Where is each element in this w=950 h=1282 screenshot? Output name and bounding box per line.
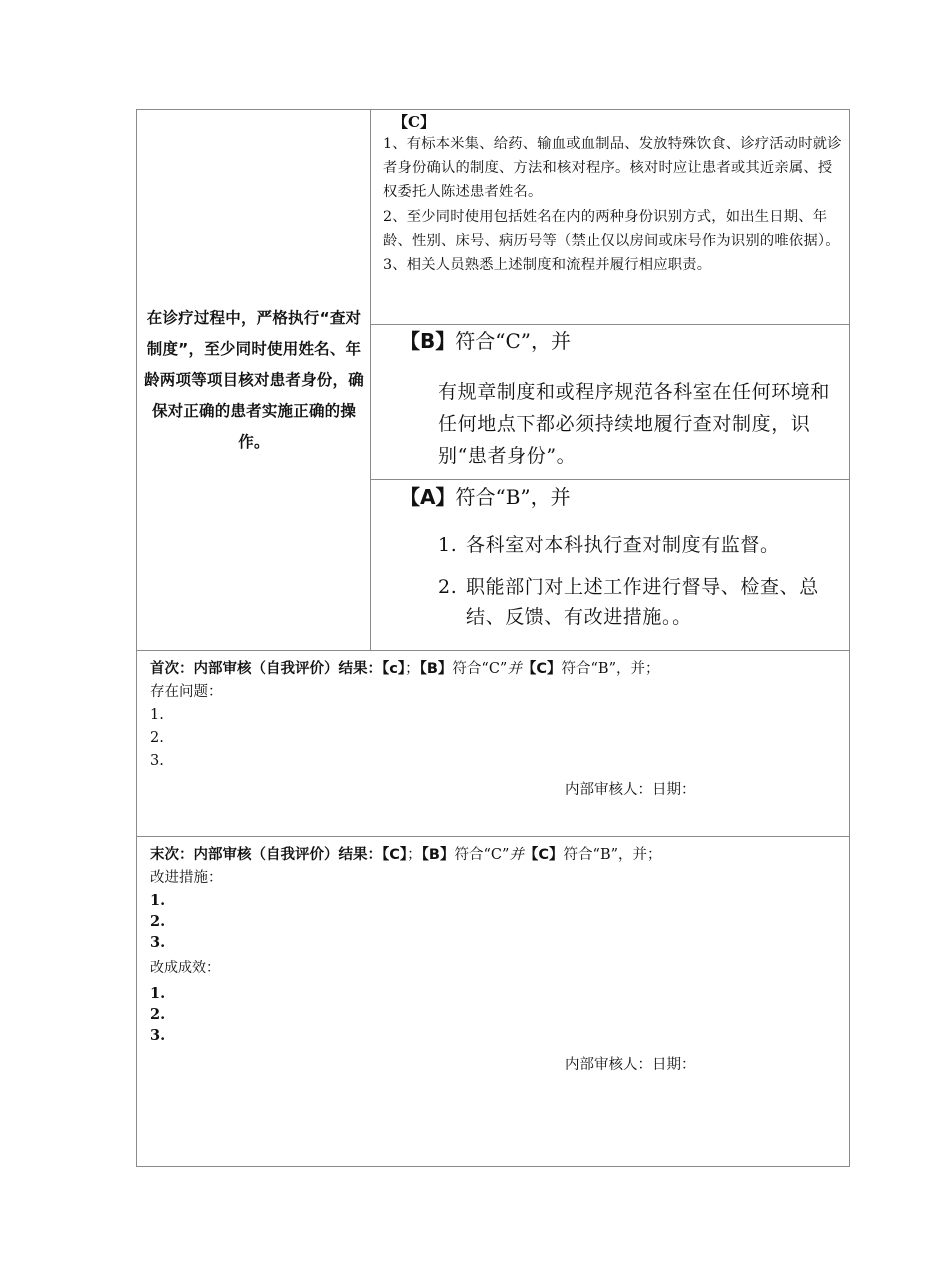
grade-a-heading bbox=[400, 482, 844, 512]
first-review-text: 符合“B”，并； bbox=[561, 661, 660, 677]
separator: ； bbox=[405, 661, 420, 677]
list-item-number: 1. bbox=[438, 534, 458, 556]
table-border-bottom bbox=[136, 1166, 850, 1167]
final-review-section bbox=[150, 844, 840, 1046]
list-item bbox=[438, 572, 844, 632]
final-review-text: 符合“B”，并； bbox=[563, 847, 662, 863]
result-item: 2. bbox=[150, 1006, 166, 1023]
measure-item: 3. bbox=[150, 934, 166, 951]
grade-c-cell bbox=[383, 112, 845, 277]
grade-c-heading: 【C】 bbox=[393, 113, 435, 131]
first-review-section bbox=[150, 658, 840, 773]
grade-b-bracket: 【B】 bbox=[400, 329, 456, 353]
grade-b-cell bbox=[400, 326, 844, 472]
first-review-grade-b: 【B】 bbox=[419, 661, 453, 677]
first-review-grade-a: 【C】 bbox=[521, 661, 562, 677]
issue-item: 3. bbox=[150, 753, 164, 769]
grade-b-heading bbox=[400, 326, 844, 356]
first-review-grade-c: 【c】 bbox=[382, 661, 406, 677]
standard-description-cell bbox=[137, 110, 371, 650]
final-review-label: 末次：内部审核（自我评价）结果： bbox=[150, 847, 382, 863]
result-item: 3. bbox=[150, 1027, 166, 1044]
final-review-grade-b: 【B】 bbox=[421, 847, 455, 863]
row-divider-c-b bbox=[370, 324, 850, 325]
results-label: 改成成效： bbox=[150, 960, 220, 976]
first-review-result-line bbox=[150, 658, 840, 681]
first-review-label: 首次：内部审核（自我评价）结果： bbox=[150, 661, 382, 677]
measure-item: 1. bbox=[150, 892, 166, 909]
grade-c-item: 1、有标本米集、给药、输血或血制品、发放特殊饮食、诊疗活动时就诊者身份确认的制度、方法和核对程序。核对时应让患者或其近亲属、授权委托人陈述患者姓名。 bbox=[383, 136, 842, 201]
list-item bbox=[438, 530, 844, 560]
final-review-signature: 内部审核人：日期： bbox=[565, 1057, 696, 1073]
final-review-text: 并 bbox=[509, 847, 524, 863]
result-item: 1. bbox=[150, 985, 166, 1002]
first-review-text: 并 bbox=[507, 661, 522, 677]
grade-b-heading-text: 符合“C”，并 bbox=[455, 329, 572, 353]
issues-label: 存在问题： bbox=[150, 684, 223, 700]
final-review-result-line bbox=[150, 844, 840, 867]
final-review-grade-a: 【C】 bbox=[523, 847, 564, 863]
list-item-number: 2. bbox=[438, 576, 458, 598]
issue-item: 2. bbox=[150, 730, 164, 746]
grade-a-cell bbox=[400, 482, 844, 644]
row-divider-standards-first bbox=[136, 650, 850, 651]
row-divider-first-final bbox=[136, 836, 850, 837]
final-review-text: 符合“C” bbox=[454, 847, 510, 863]
grade-b-body: 有规章制度和或程序规范各科室在任何环境和任何地点下都必须持续地履行查对制度，识别“患者身份”。 bbox=[438, 381, 831, 467]
first-review-text: 符合“C” bbox=[452, 661, 508, 677]
first-review-signature: 内部审核人：日期： bbox=[565, 782, 696, 798]
list-item-text: 职能部门对上述工作进行督导、检查、总结、反馈、有改进措施。。 bbox=[466, 576, 819, 628]
measures-label: 改进措施： bbox=[150, 870, 223, 886]
grade-c-item: 2、至少同时使用包括姓名在内的两种身份识别方式，如出生日期、年龄、性别、床号、病历号等（禁止仅以房间或床号作为识别的唯依据）。 bbox=[383, 208, 840, 249]
grade-a-list bbox=[438, 530, 844, 632]
row-divider-b-a bbox=[370, 479, 850, 480]
standard-description-text: 在诊疗过程中，严格执行“查对制度”，至少同时使用姓名、年龄两项等项目核对患者身份，确保对正确的患者实施正确的操作。 bbox=[144, 308, 364, 451]
separator: ； bbox=[407, 847, 422, 863]
final-review-grade-c: 【C】 bbox=[382, 847, 408, 863]
table-border-right bbox=[849, 109, 850, 1167]
grade-c-item: 3、相关人员熟悉上述制度和流程并履行相应职责。 bbox=[383, 257, 712, 274]
grade-a-bracket: 【A】 bbox=[400, 485, 456, 509]
grade-a-heading-text: 符合“B”，并 bbox=[455, 485, 571, 509]
list-item-text: 各科室对本科执行查对制度有监督。 bbox=[466, 534, 780, 556]
measure-item: 2. bbox=[150, 913, 166, 930]
issue-item: 1. bbox=[150, 707, 164, 723]
